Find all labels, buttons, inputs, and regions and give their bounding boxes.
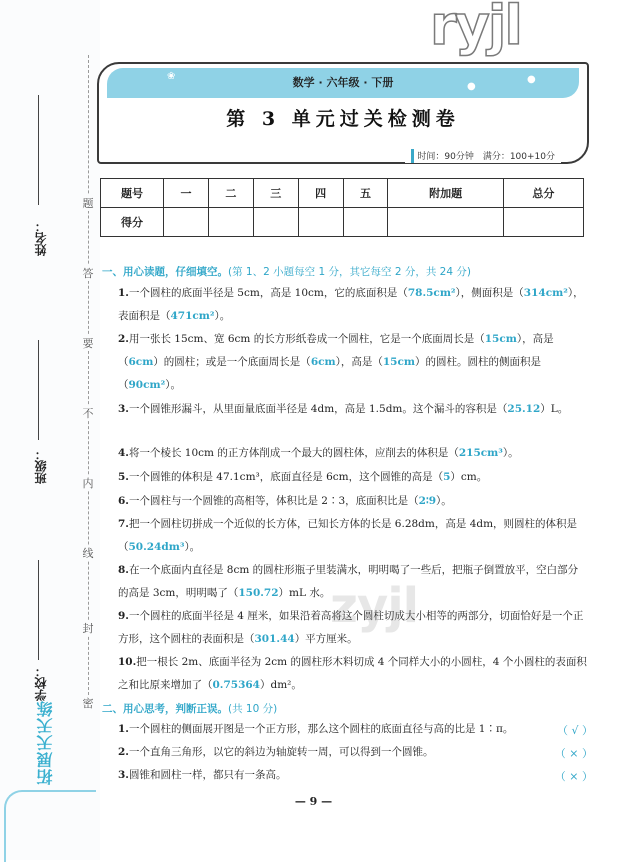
table-cell: 四	[298, 179, 343, 208]
question-text: ）的圆柱。圆柱的侧面积是（	[118, 356, 541, 391]
table-row	[101, 179, 584, 208]
judge-question-1	[118, 718, 588, 741]
binding-char: 封	[80, 620, 96, 636]
section-title: 二、用心思考，判断正误。	[102, 703, 228, 715]
score-table	[100, 178, 584, 237]
score-cell[interactable]	[343, 208, 388, 237]
question-text: ）。	[502, 447, 519, 459]
question-text: ）。	[214, 310, 231, 322]
corner-decoration: ryjl	[430, 0, 521, 57]
judge-mark: （ × ）	[554, 747, 593, 760]
question-text: 一个圆柱的底面半径是 5cm，高是 10cm，它的底面积是（	[128, 287, 408, 299]
header-box	[97, 62, 589, 164]
question-text: 将一个棱长 10cm 的正方体削成一个最大的圆柱体，应削去的体积是（	[128, 447, 459, 459]
tick-mark	[411, 149, 414, 163]
fish-icon: ●	[527, 74, 536, 85]
score-cell[interactable]	[298, 208, 343, 237]
section-title: 一、用心读题，仔细填空。	[102, 266, 228, 278]
question-number: 1.	[118, 723, 129, 735]
school-label: 学校：	[34, 665, 48, 701]
binding-char: 密	[80, 695, 96, 711]
question-number: 2.	[118, 746, 129, 758]
binding-char: 答	[80, 265, 96, 281]
exam-info-text: 时间：90分钟 满分：100+10分	[417, 151, 555, 162]
question-number: 5.	[118, 471, 129, 483]
binding-char: 线	[80, 545, 96, 561]
answer: 301.44	[254, 633, 295, 645]
question-text: ）的圆柱；或是一个底面周长是（	[153, 356, 311, 368]
binding-char: 要	[80, 335, 96, 351]
subject-label: 数学 · 六年级 · 下册	[292, 76, 394, 89]
question-text: ）。	[165, 379, 181, 391]
question-text: 把一根长 2m、底面半径为 2cm 的圆柱形木料切成 4 个同样大小的小圆柱，4 个小圆柱的表面积之和比原来增加了（	[118, 656, 587, 691]
question-number: 8.	[118, 564, 129, 576]
table-cell: 二	[208, 179, 253, 208]
question-3	[118, 398, 588, 421]
table-cell: 三	[253, 179, 298, 208]
question-number: 7.	[118, 518, 129, 530]
judge-mark: （ √ ）	[556, 724, 593, 737]
binding-char: 不	[80, 405, 96, 421]
question-6	[118, 490, 588, 513]
binding-char: 内	[80, 475, 96, 491]
name-label: 姓名：	[34, 220, 48, 256]
answer: 2∶9	[418, 495, 437, 507]
section-heading	[102, 264, 471, 279]
school-line	[38, 560, 39, 660]
question-number: 10.	[118, 656, 137, 668]
question-number: 9.	[118, 610, 129, 622]
question-10	[118, 651, 588, 697]
question-7	[118, 513, 588, 559]
question-text: 把一个圆柱切拼成一个近似的长方体，已知长方体的长是 6.28dm，高是 4dm，则圆柱的体积是（	[118, 518, 578, 553]
score-cell[interactable]	[208, 208, 253, 237]
page-title: 第 3 单元过关检测卷	[226, 108, 460, 130]
binding-dashed-line	[88, 55, 89, 695]
answer: 6cm	[128, 356, 154, 368]
question-number: 1.	[118, 287, 129, 299]
question-text: ）平方厘米。	[294, 633, 358, 645]
question-text: ），高是（	[335, 356, 383, 368]
table-cell: 得分	[101, 208, 164, 237]
answer: 215cm³	[458, 447, 503, 459]
question-text: ）mL 水。	[278, 587, 331, 599]
question-text: 一个圆锥的体积是 47.1cm³，底面直径是 6cm，这个圆锥的高是（	[128, 471, 444, 483]
question-text: ），高是（	[118, 333, 554, 368]
section-heading	[102, 701, 277, 716]
table-row	[101, 208, 584, 237]
question-number: 3.	[118, 403, 129, 415]
answer: 25.12	[507, 403, 541, 415]
judge-question-3	[118, 764, 588, 787]
score-cell[interactable]	[164, 208, 209, 237]
page-number: — 9 —	[294, 795, 333, 808]
table-cell: 总分	[503, 179, 583, 208]
fish-icon: ❀	[167, 71, 176, 82]
score-cell[interactable]	[253, 208, 298, 237]
section-note: (第 1、2 小题每空 1 分，其它每空 2 分，共 24 分)	[228, 266, 471, 278]
answer: 6cm	[310, 356, 336, 368]
question-text: 圆锥和圆柱一样，都只有一条高。	[128, 769, 287, 781]
answer: 78.5cm²	[407, 287, 456, 299]
question-number: 2.	[118, 333, 129, 345]
score-cell[interactable]	[388, 208, 503, 237]
question-text: 一个圆柱的底面半径是 4 厘米，如果沿着高将这个圆柱切成大小相等的两部分，切面恰好是一个正方形，这个圆柱的表面积是（	[118, 610, 584, 645]
question-text: 用一张长 15cm、宽 6cm 的长方形纸卷成一个圆柱，它是一个底面周长是（	[128, 333, 485, 345]
table-cell: 题号	[101, 179, 164, 208]
question-text: 一个圆锥形漏斗，从里面量底面半径是 4dm，高是 1.5dm。这个漏斗的容积是（	[128, 403, 508, 415]
answer: 90cm²	[128, 379, 166, 391]
question-2	[118, 328, 588, 397]
table-cell: 一	[164, 179, 209, 208]
question-text: 一个圆柱与一个圆锥的高相等，体积比是 2∶3，底面积比是（	[128, 495, 419, 507]
question-text: ）dm²。	[260, 679, 302, 691]
question-text: ）。	[436, 495, 452, 507]
answer: 150.72	[238, 587, 279, 599]
question-number: 6.	[118, 495, 129, 507]
answer: 50.24dm³	[128, 541, 185, 553]
answer: 15cm	[484, 333, 517, 345]
question-text: 在一个底面内直径是 8cm 的圆柱形瓶子里装满水，明明喝了一些后，把瓶子倒置放平，空白部分的高是 3cm，明明喝了（	[118, 564, 579, 599]
judge-question-2	[118, 741, 588, 764]
score-cell[interactable]	[503, 208, 583, 237]
question-5	[118, 466, 588, 489]
name-line	[38, 95, 39, 205]
answer: 15cm	[382, 356, 415, 368]
question-text: ）。	[184, 541, 201, 553]
question-number: 3.	[118, 769, 129, 781]
question-4	[118, 442, 588, 465]
class-label: 班级：	[34, 448, 48, 484]
answer: 314cm²	[523, 287, 568, 299]
answer: 5	[443, 471, 451, 483]
question-text: ）L。	[540, 403, 569, 415]
question-text: 一个圆柱的侧面展开图是一个正方形，那么这个圆柱的底面直径与高的比是 1∶π。	[128, 723, 514, 735]
exam-info	[405, 149, 561, 164]
judge-mark: （ × ）	[554, 770, 593, 783]
class-line	[38, 340, 39, 440]
fish-icon: ●	[467, 81, 476, 92]
brand-logo: 拓展天天练	[36, 700, 55, 785]
question-1	[118, 282, 588, 328]
question-text: ），表面积是（	[118, 287, 584, 322]
answer: 0.75364	[212, 679, 260, 691]
binding-char: 题	[80, 195, 96, 211]
question-text: 一个直角三角形，以它的斜边为轴旋转一周，可以得到一个圆锥。	[128, 746, 434, 758]
answer: 471cm²	[170, 310, 215, 322]
table-cell: 五	[343, 179, 388, 208]
watermark: zyjl	[330, 578, 419, 634]
table-cell: 附加题	[388, 179, 503, 208]
question-text: ），侧面积是（	[455, 287, 524, 299]
section-note: (共 10 分)	[228, 703, 278, 715]
question-text: ）cm。	[450, 471, 488, 483]
question-number: 4.	[118, 447, 129, 459]
